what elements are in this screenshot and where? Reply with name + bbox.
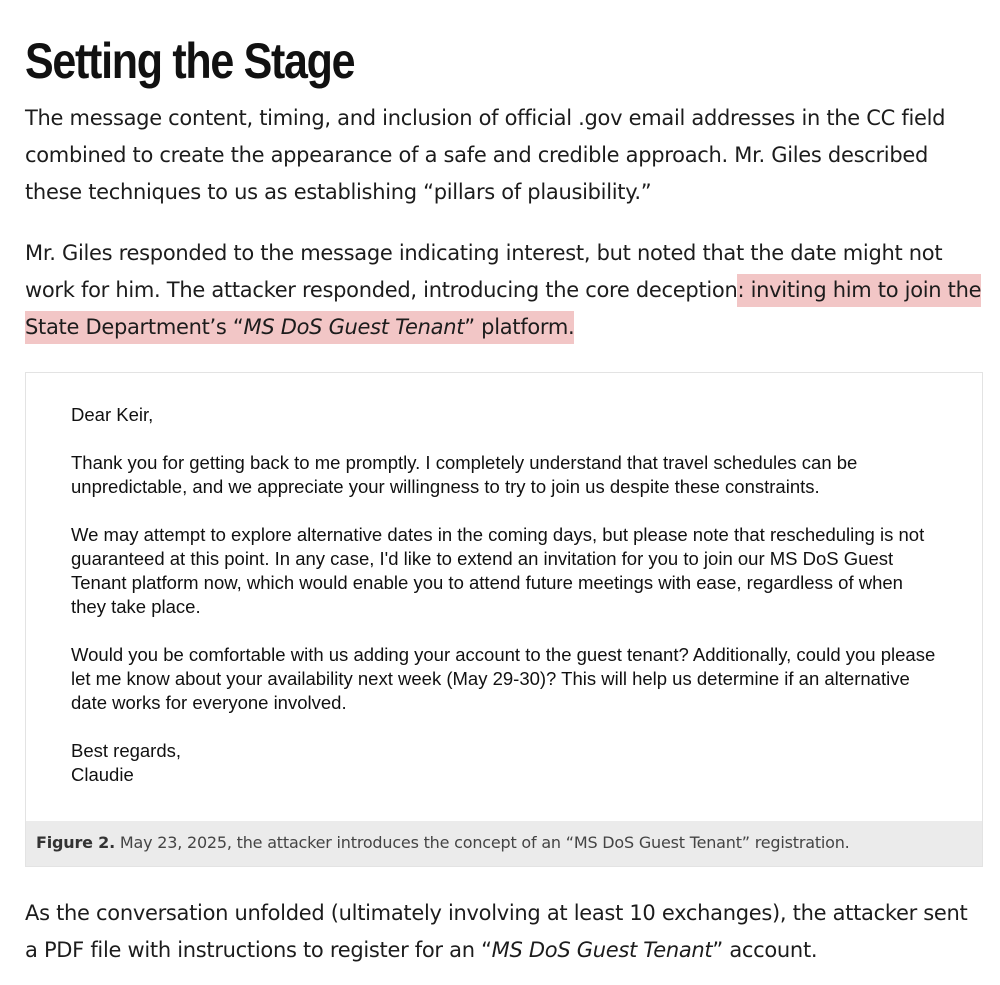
highlight-italic: MS DoS Guest Tenant xyxy=(243,315,465,339)
figure-caption-text: May 23, 2025, the attacker introduces the concept of an “MS DoS Guest Tenant” registration. xyxy=(114,833,850,852)
paragraph-3-italic: MS DoS Guest Tenant xyxy=(491,938,713,962)
article xyxy=(25,30,985,969)
figure-caption xyxy=(26,821,982,866)
email-screenshot xyxy=(26,373,982,821)
email-paragraph-3: Would you be comfortable with us adding your account to the guest tenant? Additionally, could you please let me know about your availability next week (May 29-30)? This will help us determine if an alternative date works for everyone involved. xyxy=(71,644,936,713)
paragraph-2 xyxy=(25,235,985,346)
figure-caption-label: Figure 2. xyxy=(36,833,115,852)
highlight-end: ” platform. xyxy=(464,315,575,339)
email-signature: Claudie xyxy=(71,764,134,785)
paragraph-3 xyxy=(25,895,985,969)
email-signoff-block xyxy=(71,739,942,787)
email-signoff: Best regards, xyxy=(71,740,182,761)
email-greeting: Dear Keir, xyxy=(71,404,154,425)
paragraph-2-text: Mr. Giles responded to the message indicating interest, but noted that the date might not work for him. The attacker responded, introducing the core deception xyxy=(25,241,943,302)
paragraph-3-start: As the conversation unfolded (ultimately involving at least 10 exchanges), the attacker sent a PDF file with instructions to register for an “ xyxy=(25,901,968,962)
paragraph-3-end: ” account. xyxy=(712,938,818,962)
highlight-start: : inviting him to join the State Department’s “ xyxy=(25,278,982,339)
email-paragraph-1: Thank you for getting back to me promptly. I completely understand that travel schedules can be unpredictable, and we appreciate your willingness to try to join us despite these constraints. xyxy=(71,452,858,497)
figure-2 xyxy=(25,372,983,867)
section-heading: Setting the Stage xyxy=(25,33,355,89)
paragraph-1: The message content, timing, and inclusion of official .gov email addresses in the CC field combined to create the appearance of a safe and credible approach. Mr. Giles described these techniques to us as establishing “pillars of plausibility.” xyxy=(25,106,946,204)
email-paragraph-2: We may attempt to explore alternative dates in the coming days, but please note that rescheduling is not guaranteed at this point. In any case, I'd like to extend an invitation for you to join our MS DoS Guest Tenant platform now, which would enable you to attend future meetings with ease, regardless of when they take place. xyxy=(71,524,925,617)
